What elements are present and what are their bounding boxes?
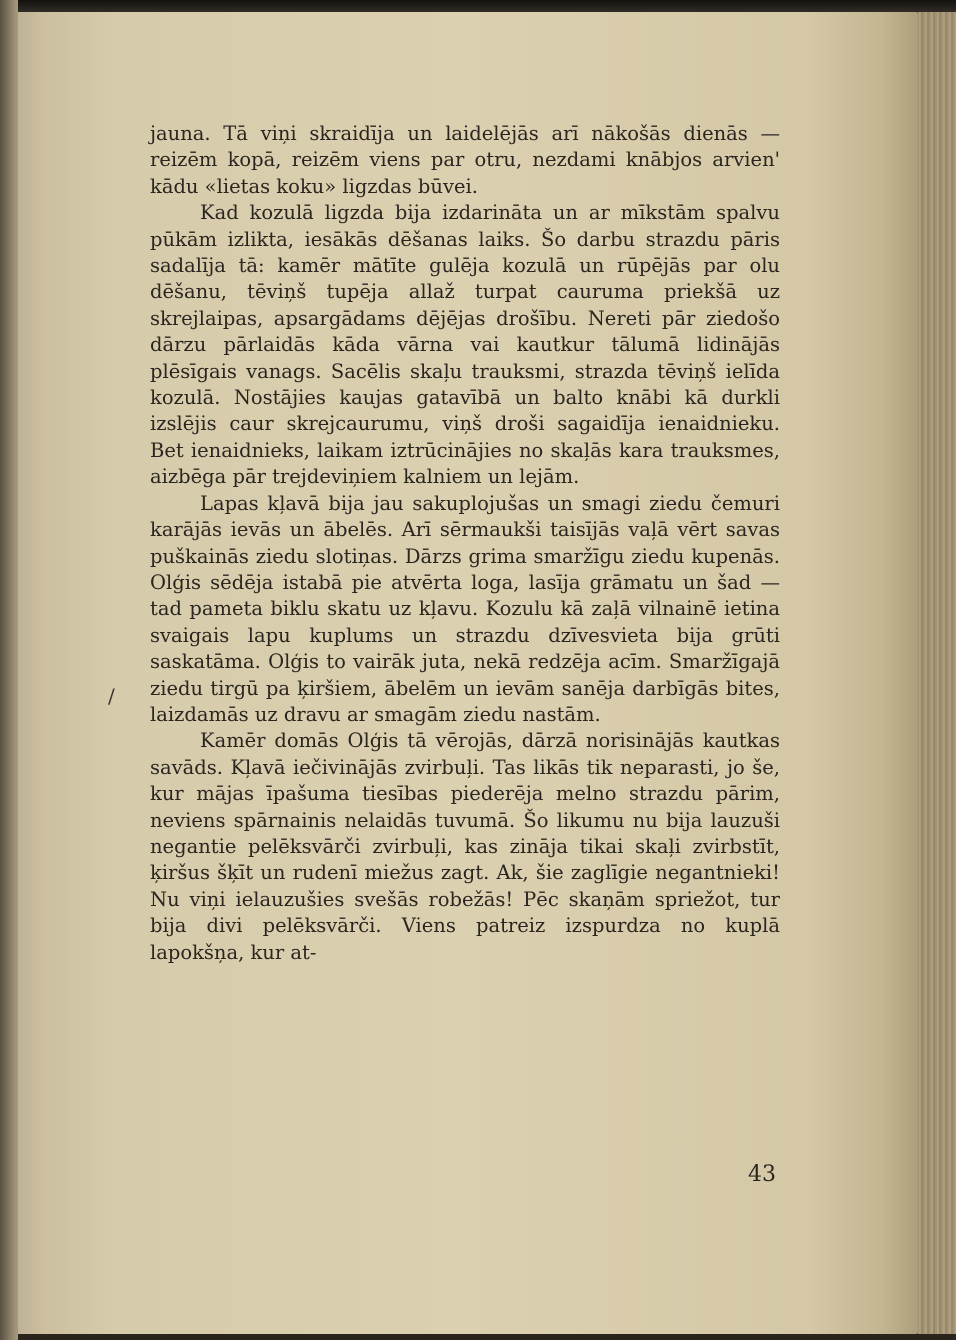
margin-pencil-mark: /	[108, 684, 115, 708]
paragraph-3: Lapas kļavā bija jau sakuplojušas un smagi ziedu čemuri karājās ievās un ābelēs. Arī sērmaukši taisījās vaļā vērt savas puškainās ziedu slotiņas. Dārzs grima smaržīgu ziedu kupenās. Olģis sēdēja istabā pie atvērta loga, lasīja grāmatu un šad — tad pameta biklu skatu uz kļavu. Kozulu kā zaļā vilnainē ietina svaigais lapu kuplums un strazdu dzīvesvieta bija grūti saskatāma. Olģis to vairāk juta, nekā redzēja acīm. Smaržīgajā ziedu tirgū pa ķiršiem, ābelēm un ievām sanēja darbīgās bites, laizdamās uz dravu ar smagām ziedu nastām.	[150, 491, 780, 726]
page-number: 43	[748, 1162, 776, 1187]
paragraph-1: jauna. Tā viņi skraidīja un laidelējās arī nākošās dienās — reizēm kopā, reizēm viens par otru, nezdami knābjos arvien' kādu «lietas koku» ligzdas būvei.	[150, 122, 780, 198]
book-spine	[0, 0, 18, 1340]
paragraph-2: Kad kozulā ligzda bija izdarināta un ar mīkstām spalvu pūkām izlikta, iesākās dēšanas laiks. Šo darbu strazdu pāris sadalīja tā: kamēr mātīte gulēja kozulā un rūpējās par olu dēšanu, tēviņš tupēja allaž turpat cauruma priekšā uz skrejlaipas, apsargādams dējējas drošību. Nereti pār ziedošo dārzu pārlaidās kāda vārna vai kautkur tālumā lidinājās plēsīgais vanags. Sacēlis skaļu trauksmi, strazda tēviņš ielīda kozulā. Nostājies kaujas gatavībā un balto knābi kā durkli izslējis caur skrejcaurumu, viņš droši sagaidīja ienaidnieku. Bet ienaidnieks, laikam iztrūcinājies no skaļās kara trauksmes, aizbēga pār trejdeviņiem kalniem un lejām.	[150, 201, 780, 489]
page-stack-edge	[918, 12, 956, 1334]
paragraph-4: Kamēr domās Olģis tā vērojās, dārzā norisinājās kautkas savāds. Kļavā iečivinājās zvirbuļi. Tas likās tik neparasti, jo še, kur mājas īpašuma tiesības piederēja melno strazdu pārim, neviens spārnainis nelaidās tuvumā. Šo likumu nu bija lauzuši negantie pelēksvārči zvirbuļi, kas zināja tikai skaļi zvirbstīt, ķiršus šķīt un rudenī miežus zagt. Ak, šie zaglīgie negantnieki! Nu viņi ielauzušies svešās robežās! Pēc skaņām spriežot, tur bija divi pelēksvārči. Viens patreiz izspurdza no kuplā lapokšņa, kur at-	[150, 729, 780, 964]
body-text	[150, 121, 780, 966]
